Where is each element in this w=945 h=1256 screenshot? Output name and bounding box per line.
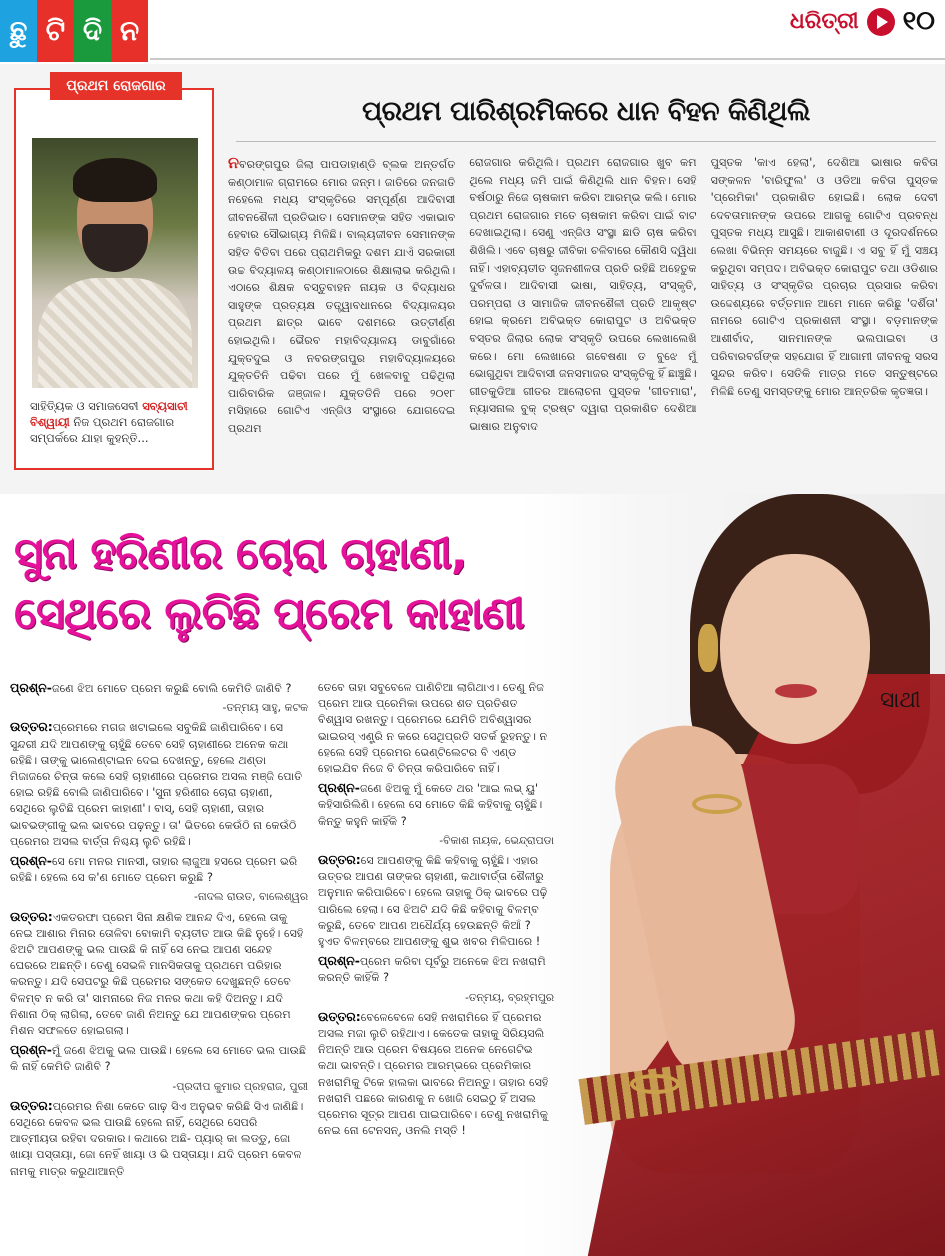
qa-column-right xyxy=(318,680,554,1142)
drop-cap: ନ xyxy=(228,153,240,172)
article-body xyxy=(228,154,938,486)
logo-tile-4: ନ xyxy=(111,0,148,62)
answer-label: ଉତ୍ତର: xyxy=(10,908,53,924)
question-text: ପ୍ରେମ କରିବା ପୂର୍ବରୁ ଅନେକେ ଝିଅ ନଖରାମି କରନ୍ତି କାହିଁକି ? xyxy=(318,955,546,985)
profile-card xyxy=(14,78,214,470)
answer-continued: ତେବେ ତାହା ସବୁବେଳେ ପାଣିଚିଆ ଲାଗିଥାଏ। ତେଣୁ ନିଜ ପ୍ରେମ ଆଉ ପ୍ରେମିକା ଉପରେ ଶତ ପ୍ରତିଶତ ବିଶ୍ୱାସ ରଖନ୍ତୁ। ପ୍ରେମରେ ଯେମିତି ଅବିଶ୍ୱାସର ଭାଇରସ୍ ଏଣ୍ଟ୍ରି ନ କରେ ସେଥିପ୍ରତି ସତର୍କ ରୁହନ୍ତୁ। ନ ହେଲେ ସେହି ପ୍ରେମର ଭେଣ୍ଟିଲେଟର ବି ଏଣ୍ଡ ହୋଇଯିବ ନିଜେ ବି ଚିନ୍ତା କରିପାରିବେ ନାହିଁ। xyxy=(318,681,548,776)
answer-text: ପ୍ରେମରେ ମଗଜ ଖଟାଇଲେ ସବୁକିଛି ଜାଣିପାରିବେ। ସେ ସୁନ୍ଦରୀ ଯଦି ଆପଣଙ୍କୁ ଚାହୁଁଛି ତେବେ ସେହି ଚାହାଣୀରେ ଅନେକ କଥା ରହିଛି। ତାଙ୍କୁ ଭାଲେଣ୍ଟାଇନ ଦେଇ ଦେଖନ୍ତୁ, ହେଲେ ଥଣ୍ଡା ମିଜାଜରେ ଚିନ୍ତା କଲେ ସେହି ଚାହାଣୀରେ ପ୍ରେମର ଅସଲ ମଞ୍ଜି ପୋତି ହୋଇ ରହିଛି ବୋଲି ଜାଣିପାରିବେ। 'ସୁନା ହରିଣୀର ଚୋରା ଚାହାଣୀ, ସେଥିରେ ଲୁଚିଛି ପ୍ରେମ କାହାଣୀ'। ବାସ୍, ସେହି ଚାହାଣୀ, ତାହାର ଭାବଭଙ୍ଗୀକୁ ଭଲ ଭାବରେ ପଢ଼ନ୍ତୁ। ତା' ଭିତରେ କେଉଁଠି ନା କେଉଁଠି ପ୍ରେମର ଅସଲ ବାର୍ତ୍ତା ନିଶ୍ଚୟ ଲୁଚି ରହିଛି। xyxy=(10,721,303,848)
feature-title xyxy=(14,524,634,644)
answer-text: ଏକତରଫା ପ୍ରେମ ସିନା କ୍ଷଣିକ ଆନନ୍ଦ ଦିଏ, ହେଲେ ତାକୁ ନେଇ ଆଶାର ମିନାର ତୋଳିବା ବୋକାମି ବ୍ୟତୀତ ଆଉ କିଛି ନୁହେଁ। ସେହି ଝିଅଟି ଆପଣଙ୍କୁ ଭଲ ପାଉଛି କି ନାହିଁ ସେ ନେଇ ଆପଣ ସନ୍ଦେହ ଘେରରେ ଅଛନ୍ତି। ତେଣୁ ସେଭଳି ମାନସିକତାକୁ ପ୍ରଥମେ ପରିହାର କରନ୍ତୁ। ଯଦି ସେପଟରୁ କିଛି ପ୍ରେମର ସଙ୍କେତ ଦେଖୁଛନ୍ତି ତେବେ ବିଳମ୍ବ ନ କରି ତା' ସାମନାରେ ନିଜ ମନର କଥା କହି ଦିଅନ୍ତୁ। ଯଦି ନିଶାନା ଠିକ୍ ଲାଗିଲା, ତେବେ ଜାଣି ନିଅନ୍ତୁ ଯେ ଆପଣଙ୍କର ପ୍ରେମ ମିଶନ ସଫଳତେ ହୋଇଗଲା। xyxy=(10,910,304,1038)
question xyxy=(318,953,554,986)
masthead xyxy=(0,0,945,62)
logo-tile-3: ଦି xyxy=(74,0,111,62)
logo-tile-2: ଟି xyxy=(37,0,74,62)
answer xyxy=(318,1009,554,1140)
section-logo xyxy=(0,0,148,62)
question xyxy=(10,680,308,697)
photo-caption xyxy=(30,398,202,446)
answer-label: ଉତ୍ତର: xyxy=(318,1008,361,1024)
caption-name: ସବ୍ୟସାଚୀ ବିଶ୍ୱାୟୀ xyxy=(30,399,188,429)
question-label: ପ୍ରଶ୍ନ- xyxy=(10,680,52,695)
reader-signoff: -ତନ୍ମୟ, ବ୍ରହ୍ମପୁର xyxy=(464,990,554,1004)
question xyxy=(10,1042,308,1075)
article-column-1 xyxy=(228,154,455,486)
question-text: ଜଣେ ଝିଅକୁ ମୁଁ କେତେ ଥର 'ଆଇ ଲଭ୍ ୟୁ' କହିସାରିଲିଣି। ହେଲେ ସେ ମୋତେ କିଛି କହିବାକୁ ଚାହୁଁଛି। କିନ୍ତୁ କହୁନି କାହିଁକି ? xyxy=(318,782,543,828)
caption-prefix: ସାହିତ୍ୟିକ ଓ ସମାଜସେବୀ xyxy=(30,399,143,413)
caption-suffix: ନିଜ ପ୍ରଥମ ରୋଜଗାର ସମ୍ପର୍କରେ ଯାହା କୁହନ୍ତି... xyxy=(30,415,175,445)
masthead-divider xyxy=(150,58,945,60)
reader-signoff: -ପ୍ରଦୀପ କୁମାର ପ୍ରହରାଜ, ପୁରୀ xyxy=(172,1079,308,1093)
play-icon xyxy=(867,8,895,36)
reader-signoff: -ତନ୍ମୟ ସାହୁ, କଟକ xyxy=(222,701,308,715)
question-label: ପ୍ରଶ୍ନ- xyxy=(10,853,52,869)
first-earning-article xyxy=(0,64,945,494)
headline-rule xyxy=(236,141,936,142)
feature-title-line-2: ସେଥିରେ ଲୁଚିଛି ପ୍ରେମ କାହାଣୀ xyxy=(14,588,524,639)
article-column-2: ରୋଜଗାର କରିଥିଲି। ପ୍ରଥମ ରୋଜଗାର ଖୁବ କମ ଥିଲେ ମଧ୍ୟ ଜମି ପାଇଁ କିଣିଥିଲି ଧାନ ବିହନ। ସେହି ବର୍ଷଠାରୁ ନିଜେ ଚାଷକାମ କରିବା ଆରମ୍ଭ କଲି। ମୋର ପ୍ରଥମ ରୋଜଗାର ମତେ ଚାଷକାମ କରିବା ପାଇଁ ବାଟ ଦେଖାଇଥିଲା। ସେଣୁ ଏନ୍‌ଜିଓ ସଂସ୍ଥା ଛାଡି ଚାଷ କରିବା ଶିଖିଲି। ଏବେ ଚାଷରୁ ଜୀବିକା ଚଳିବାରେ କୌଣସି ଦ୍ୱିଧା ନାହିଁ। ଏହାବ୍ୟତୀତ ସୃଜନଶୀଳତା ପ୍ରତି ରହିଛି ଅହେତୁକ ଦୁର୍ବଳତା। ଆଦିବାସୀ ଭାଷା, ସାହିତ୍ୟ, ସଂସ୍କୃତି, ପରମ୍ପରା ଓ ସାମାଜିକ ଜୀବନଶୈଳୀ ପ୍ରତି ଆକୃଷ୍ଟ ହୋଇ କ୍ରମେ ଅବିଭକ୍ତ କୋରାପୁଟ ଓ ଅବିଭକ୍ତ ବସ୍ତର ଜିଲାର ଲୋକ ସଂସ୍କୃତି ଉପରେ ଲେଖାଲେଖି କରେ। ମୋ ଲେଖାରେ ଗବେଷଣା ତ ବୁଝେ ମୁଁ ଭୋଗୁଥିବା ଆଦିବାସୀ ଜନସମାଜର ସଂସ୍କୃତିକୁ ହିଁ ଛାଞ୍ଚୁଛି। ଗୀତକୁଡିଆ ଗୀତର ଆଲୋଚନା ପୁସ୍ତକ 'ଗୀତମାରା', ନ୍ୟାସନାଲ ବୁକ୍ ଟ୍ରଷ୍ଟ ଦ୍ୱାରା ପ୍ରକାଶିତ ଦେଶିଆ ଭାଷାର ଅନୁବାଦ xyxy=(469,156,697,433)
reader-signoff: -ନାଦଲ ରାଉତ, ବାଲେଶ୍ୱର xyxy=(194,890,308,904)
photo-credit: ସାଥୀ xyxy=(880,688,921,713)
publication-name: ଧରିତ୍ରୀ xyxy=(789,9,859,34)
answer-text: ବେଳେବେଳେ ସେହି ନଖରାମିରେ ହିଁ ପ୍ରେମର ଅସଲ ମଜା ଲୁଚି ରହିଥାଏ। କେତେକ ତାହାକୁ ସିରିୟସଲି ନିଅନ୍ତି ଆଉ ପ୍ରେମ ବିଷୟରେ ଅନେକ ନେଗେଟିଭ କଥା ଭାବନ୍ତି। ପ୍ରେମର ଆରମ୍ଭରେ ପ୍ରେମିକାର ନଖରାମିକୁ ଟିକେ ହାଲକା ଭାବରେ ନିଅନ୍ତୁ। ତାହାର ସେହି ନଖରାମି ପଛରେ କାରଣକୁ ନ ଖୋଜି ସେଇଠୁ ହିଁ ଅସଲ ପ୍ରେମର ସୂତ୍ର ଆପଣ ପାଇପାରିବେ। ତେଣୁ ନଖରାମିକୁ ନେଇ ନୋ ଟେନସନ୍, ଓନଲି ମସ୍ତି ! xyxy=(318,1010,549,1138)
qa-column-left xyxy=(10,680,308,1183)
reader-signoff: -ବିକାଶ ନାୟକ, ଭେନ୍ଦ୍ରାପଡା xyxy=(439,833,554,847)
question-text: ଜଣେ ଝିଅ ମୋତେ ପ୍ରେମ କରୁଛି ବୋଲି କେମିତି ଜାଣିବି ? xyxy=(51,682,292,695)
answer xyxy=(10,1098,308,1180)
answer xyxy=(318,852,554,950)
question-label: ପ୍ରଶ୍ନ- xyxy=(318,953,360,969)
answer-text: ସେ ଆପଣଙ୍କୁ କିଛି କହିବାକୁ ଚାହୁଁଛି। ଏହାର ଉତ୍ତର ଆପଣ ତାଙ୍କର ଚାହାଣୀ, କଥାବାର୍ତ୍ତା ଶୈଳୀରୁ ଅନୁମାନ କରିପାରିବେ। ହେଲେ ତାହାକୁ ଠିକ୍ ଭାବରେ ପଢ଼ି ପାରିଲେ ହେଲା। ସେ ଝିଅଟି ଯଦି କିଛି କହିବାକୁ ବିଳମ୍ବ କରୁଛି, ତେବେ ଆପଣ ଅଧୈର୍ଯ୍ୟ ହେଉଛନ୍ତି କିଆଁ ? ହୁଏତ ବିଳମ୍ବରେ ଆପଣଙ୍କୁ ଶୁଭ ଖବର ମିଳିପାରେ ! xyxy=(318,854,548,949)
column-1-text: ବରଙ୍ଗପୁର ଜିଲା ପାପଡାହାଣ୍ଡି ବ୍ଲକ ଅନ୍ତର୍ଗତ କଣ୍ଠାମାଳ ଗ୍ରାମରେ ମୋର ଜନ୍ମ। ଜାତିରେ ଜନଜାତି ନହେଲେ ମଧ୍ୟ ସଂସ୍କୃତିରେ ସମ୍ପୂର୍ଣ୍ଣ ଆଦିବାସୀ ଜୀବନଶୈଳୀ ପ୍ରତିଭାତ। ସେମାନଙ୍କ ସହିତ ଏକାଭାବ ହେବାର ସୌଭାଗ୍ୟ ମିଳିଛି। ବାଲ୍ୟଜୀବନ ସେମାନଙ୍କ ସହିତ ବିତିବା ପରେ ପ୍ରାଥମିକରୁ ଦଶମ ଯାଏଁ ସରକାରୀ ଉଚ୍ଚ ବିଦ୍ୟାଳୟ କଣ୍ଠାମାଳଠାରେ ଶିକ୍ଷାଲାଭ କରିଥିଲି। ଏଠାରେ ଶିକ୍ଷକ ବସ୍ତୁବାହନ ନାୟକ ଓ ବିଦ୍ୟାଧର ସାହୁଙ୍କ ପ୍ରତ୍ୟକ୍ଷ ତତ୍ତ୍ୱାବଧାନରେ ବିଦ୍ୟାଳୟର ପ୍ରଥମ ଛାତ୍ର ଭାବେ ଦଶମରେ ଉତ୍ତୀର୍ଣ୍ଣ ହୋଇଥିଲି। ଭୈରବ ମହାବିଦ୍ୟାଳୟ ଡାବୁଗାଁରେ ଯୁକ୍ତଦୁଇ ଓ ନବରଙ୍ଗପୁର ମହାବିଦ୍ୟାଳୟରେ ଯୁକ୍ତତିନି ପଢିବା ପରେ ମୁଁ ଖେଳବାବୁ ପଢିଥିଲା ପାରିବାରିକ ଜଞ୍ଜାଳ। ଯୁକ୍ତତିନି ପରେ ୨୦୧୮ ମସିହାରେ ଗୋଟିଏ ଏନ୍‌ଜିଓ ସଂସ୍ଥାରେ ଯୋଗଦେଇ ପ୍ରଥମ xyxy=(228,158,456,435)
question-text: ମୁଁ ଜଣେ ଝିଅକୁ ଭଲ ପାଉଛି। ହେଲେ ସେ ମୋତେ ଭଲ ପାଉଛି କି ନାହିଁ କେମିତି ଜାଣିବି ? xyxy=(10,1044,307,1074)
publication-brand xyxy=(790,6,935,37)
question-label: ପ୍ରଶ୍ନ- xyxy=(318,780,360,796)
question xyxy=(10,853,308,886)
answer-label: ଉତ୍ତର: xyxy=(10,1097,53,1113)
question-label: ପ୍ରଶ୍ନ- xyxy=(10,1042,52,1058)
answer xyxy=(10,909,308,1040)
page-number: ୧୦ xyxy=(902,6,935,36)
feature-title-line-1: ସୁନା ହରିଣୀର ଚୋରା ଚାହାଣୀ, xyxy=(14,528,467,579)
question-text: ସେ ମୋ ମନର ମାନସୀ, ତାହାର ଲାଜୁଆ ହସରେ ପ୍ରେମ ଭରି ରହିଛି। ହେଲେ ସେ କ'ଣ ମୋତେ ପ୍ରେମ କରୁଛି ? xyxy=(10,855,298,885)
answer-label: ଉତ୍ତର: xyxy=(10,719,53,735)
article-headline: ପ୍ରଥମ ପାରିଶ୍ରମିକରେ ଧାନ ବିହନ କିଣିଥିଲି xyxy=(361,96,810,127)
answer-label: ଉତ୍ତର: xyxy=(318,852,361,868)
answer-text: ପ୍ରେମର ନିଶା କେତେ ଗାଢ଼ ସିଏ ଅନୁଭବ କରିଛି ସିଏ ଜାଣିଛି। ସେଥିରେ କେବଳ ଭଲ ପାଉଛି ହେଲେ ନାହିଁ, ସେଥିରେ ସେପରି ଆତ୍ମୀୟତା ରହିବା ଦରକାର। କଥାରେ ଅଛି- ପ୍ୟାର୍ କା ଲଡ୍ଡୁ, ଜୋ ଖାୟା ପସ୍ତାୟା, ଜୋ ନେହିଁ ଖାୟା ଓ ଭି ପସ୍ତାୟା। ଯଦି ପ୍ରେମ କେବଳ ନାମକୁ ମାତ୍ର କରୁଥାଆନ୍ତି xyxy=(10,1099,304,1178)
logo-tile-1: ଛୁ xyxy=(0,0,37,62)
author-photo xyxy=(32,138,198,388)
article-column-3: ପୁସ୍ତକ 'କାଏ ହେଲା', ଦେଶିଆ ଭାଷାର କବିତା ସଙ୍କଳନ 'ବାରିଫୁଲ' ଓ ଓଡିଆ କବିତା ପୁସ୍ତକ 'ପ୍ରେମିକା' ପ୍ରକାଶିତ ହୋଇଛି। ଲୋକ ଦେବୀ ଦେବତାମାନଙ୍କ ଉପରେ ଆଗକୁ ଗୋଟିଏ ପ୍ରବନ୍ଧ ପୁସ୍ତକ ମଧ୍ୟ ଆସୁଛି। ଆକାଶବାଣୀ ଓ ଦୂରଦର୍ଶନରେ ଲେଖା ବିଭିନ୍ନ ସମୟରେ ବାଜୁଛି। ଏ ସବୁ ହିଁ ମୁଁ ସଞ୍ଚୟ କରୁଥିବା ସମ୍ପଦ। ଅବିଭକ୍ତ କୋରାପୁଟ ତଥା ଓଡିଶାର ସାହିତ୍ୟ ଓ ସଂସ୍କୃତିର ପ୍ରଚାର ପ୍ରସାର କରିବା ଉଦ୍ଦେଶ୍ୟରେ ବର୍ତ୍ତମାନ ଆମେ ମାନେ କରିଛୁ 'ଦର୍ଶିତା' ନାମରେ ଗୋଟିଏ ପ୍ରକାଶନୀ ସଂସ୍ଥା। ବଡ଼ମାନଙ୍କ ଆଶୀର୍ବାଦ, ସାନମାନଙ୍କ ଭଲପାଇବା ଓ ପରିବାରବର୍ଗଙ୍କ ସହଯୋଗ ହିଁ ଆଗାମୀ ଜୀବନକୁ ସରସ ସୁନ୍ଦର କରିବ। ସେତିକି ମାତ୍ର ମତେ ସନ୍ତୁଷ୍ଟରେ ମିଳିଛି ତେଣୁ ସମସ୍ତଙ୍କୁ ମୋର ଆନ୍ତରିକ କୃତଜ୍ଞତା। xyxy=(710,156,938,398)
question xyxy=(318,780,554,830)
love-qa-feature xyxy=(0,494,945,1256)
section-tag: ପ୍ରଥମ ରୋଜଗାର xyxy=(50,72,182,100)
headline-box xyxy=(236,88,936,136)
answer xyxy=(10,719,308,850)
